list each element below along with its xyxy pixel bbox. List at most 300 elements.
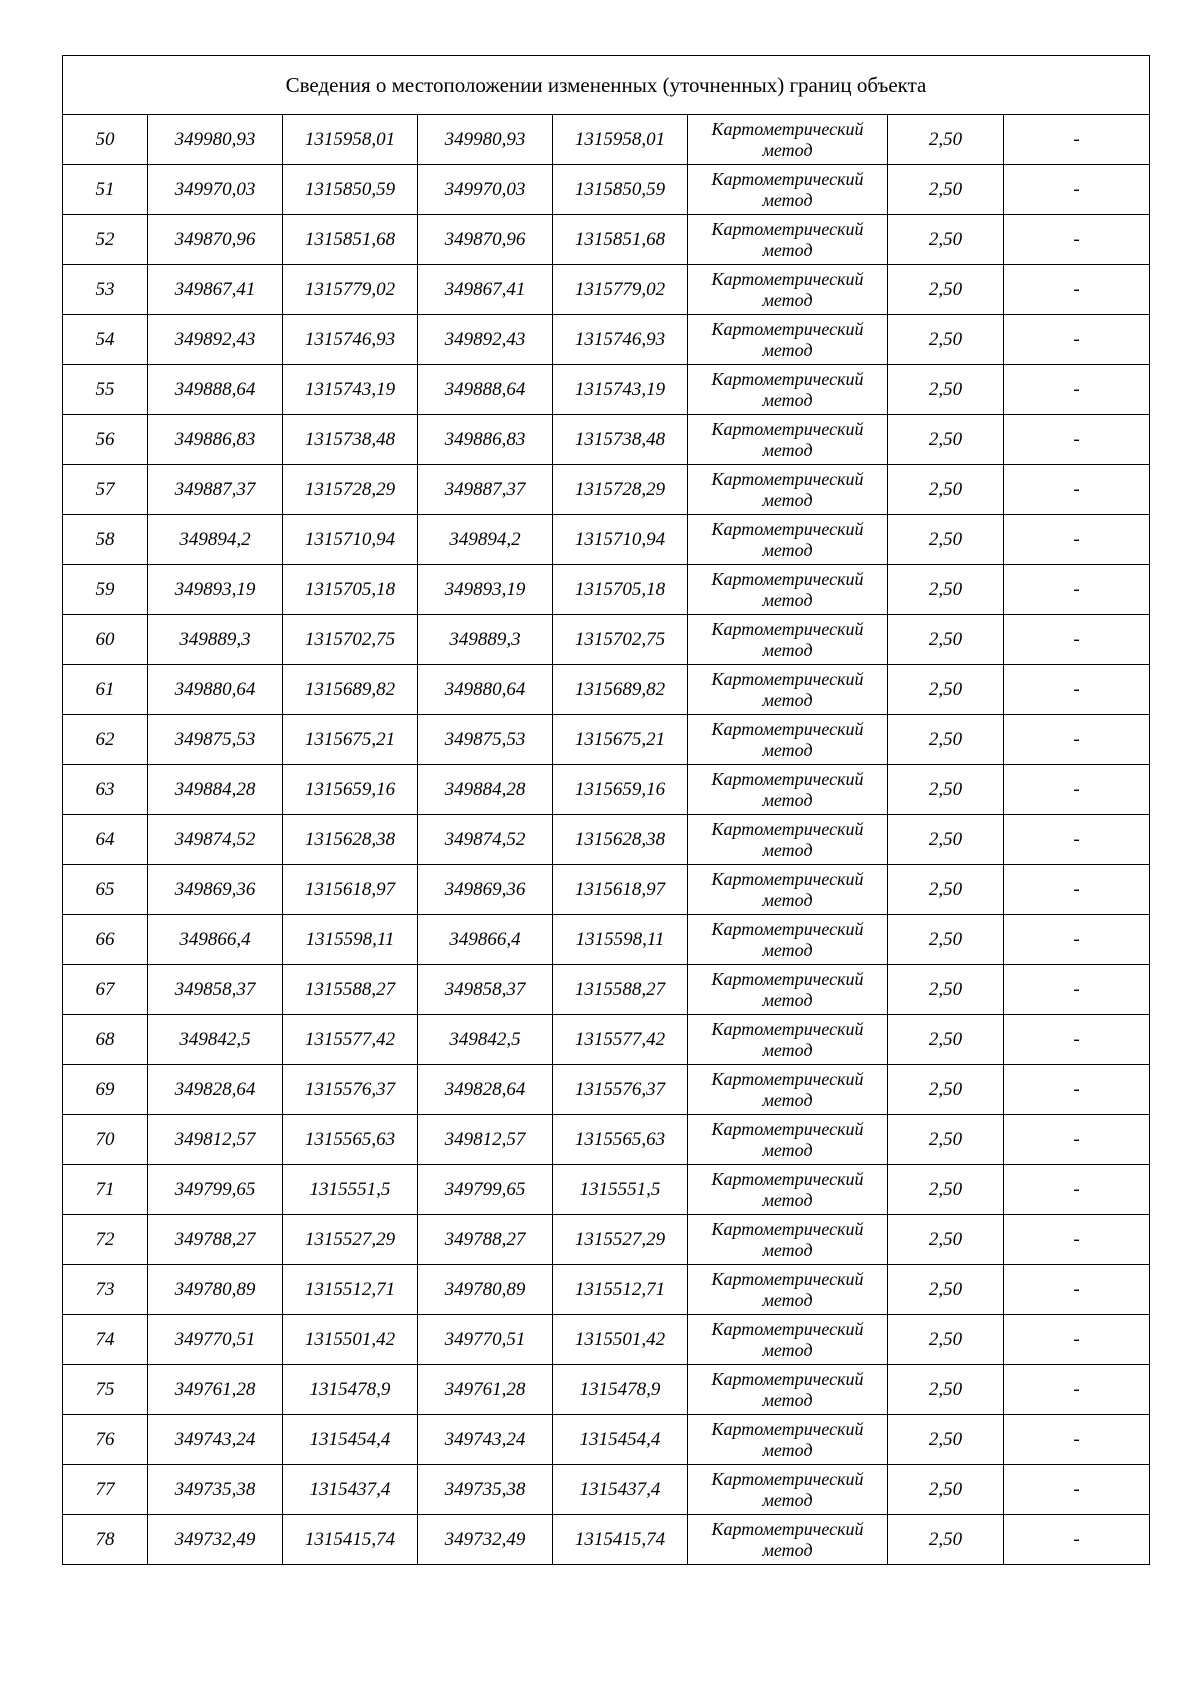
- refined-x-cell: 349869,36: [418, 865, 553, 915]
- table-row: [63, 1265, 1150, 1315]
- refined-y-cell: 1315728,29: [553, 465, 688, 515]
- refined-y-cell: 1315738,48: [553, 415, 688, 465]
- method-line-1: Картометрический: [711, 368, 864, 389]
- existing-y-cell: 1315675,21: [283, 715, 418, 765]
- table-row: [63, 315, 1150, 365]
- refined-y-cell: 1315779,02: [553, 265, 688, 315]
- existing-y-cell: 1315478,9: [283, 1365, 418, 1415]
- existing-y-cell: 1315588,27: [283, 965, 418, 1015]
- refined-x-cell: 349761,28: [418, 1365, 553, 1415]
- method-cell: [688, 465, 888, 515]
- point-number-cell: 72: [63, 1215, 148, 1265]
- refined-y-cell: 1315565,63: [553, 1115, 688, 1165]
- point-number-cell: 58: [63, 515, 148, 565]
- existing-x-cell: 349869,36: [148, 865, 283, 915]
- existing-x-cell: 349866,4: [148, 915, 283, 965]
- existing-y-cell: 1315702,75: [283, 615, 418, 665]
- method-line-1: Картометрический: [711, 1318, 864, 1339]
- refined-y-cell: 1315576,37: [553, 1065, 688, 1115]
- refined-x-cell: 349889,3: [418, 615, 553, 665]
- method-line-2: метод: [762, 139, 813, 160]
- point-number-cell: 70: [63, 1115, 148, 1165]
- method-line-1: Картометрический: [711, 268, 864, 289]
- note-cell: -: [1004, 765, 1150, 815]
- method-cell: [688, 1265, 888, 1315]
- refined-x-cell: 349788,27: [418, 1215, 553, 1265]
- method-line-1: Картометрический: [711, 468, 864, 489]
- method-cell: [688, 1165, 888, 1215]
- point-number-cell: 76: [63, 1415, 148, 1465]
- table-row: [63, 415, 1150, 465]
- accuracy-cell: 2,50: [888, 765, 1004, 815]
- refined-y-cell: 1315743,19: [553, 365, 688, 415]
- refined-x-cell: 349828,64: [418, 1065, 553, 1115]
- accuracy-cell: 2,50: [888, 1115, 1004, 1165]
- accuracy-cell: 2,50: [888, 515, 1004, 565]
- existing-x-cell: 349735,38: [148, 1465, 283, 1515]
- refined-x-cell: 349732,49: [418, 1515, 553, 1565]
- method-cell: [688, 565, 888, 615]
- refined-x-cell: 349866,4: [418, 915, 553, 965]
- refined-x-cell: 349880,64: [418, 665, 553, 715]
- point-number-cell: 59: [63, 565, 148, 615]
- point-number-cell: 62: [63, 715, 148, 765]
- method-line-1: Картометрический: [711, 868, 864, 889]
- existing-y-cell: 1315851,68: [283, 215, 418, 265]
- accuracy-cell: 2,50: [888, 715, 1004, 765]
- note-cell: -: [1004, 615, 1150, 665]
- table-row: [63, 715, 1150, 765]
- method-line-2: метод: [762, 289, 813, 310]
- method-cell: [688, 765, 888, 815]
- refined-y-cell: 1315527,29: [553, 1215, 688, 1265]
- accuracy-cell: 2,50: [888, 865, 1004, 915]
- table-row: [63, 615, 1150, 665]
- method-cell: [688, 715, 888, 765]
- existing-x-cell: 349761,28: [148, 1365, 283, 1415]
- method-line-2: метод: [762, 689, 813, 710]
- refined-y-cell: 1315710,94: [553, 515, 688, 565]
- existing-x-cell: 349828,64: [148, 1065, 283, 1115]
- method-cell: [688, 1115, 888, 1165]
- method-line-2: метод: [762, 639, 813, 660]
- method-line-2: метод: [762, 939, 813, 960]
- existing-x-cell: 349894,2: [148, 515, 283, 565]
- existing-y-cell: 1315598,11: [283, 915, 418, 965]
- refined-x-cell: 349887,37: [418, 465, 553, 515]
- note-cell: -: [1004, 1165, 1150, 1215]
- point-number-cell: 75: [63, 1365, 148, 1415]
- existing-x-cell: 349970,03: [148, 165, 283, 215]
- table-row: [63, 865, 1150, 915]
- accuracy-cell: 2,50: [888, 415, 1004, 465]
- point-number-cell: 57: [63, 465, 148, 515]
- point-number-cell: 73: [63, 1265, 148, 1315]
- table-row: [63, 1315, 1150, 1365]
- note-cell: -: [1004, 1465, 1150, 1515]
- note-cell: -: [1004, 965, 1150, 1015]
- method-line-1: Картометрический: [711, 1418, 864, 1439]
- method-line-2: метод: [762, 1189, 813, 1210]
- refined-x-cell: 349893,19: [418, 565, 553, 615]
- point-number-cell: 74: [63, 1315, 148, 1365]
- accuracy-cell: 2,50: [888, 1265, 1004, 1315]
- method-line-1: Картометрический: [711, 768, 864, 789]
- method-line-2: метод: [762, 839, 813, 860]
- existing-x-cell: 349812,57: [148, 1115, 283, 1165]
- refined-x-cell: 349884,28: [418, 765, 553, 815]
- table-title-row: [63, 56, 1150, 115]
- method-line-1: Картометрический: [711, 668, 864, 689]
- existing-x-cell: 349858,37: [148, 965, 283, 1015]
- existing-x-cell: 349788,27: [148, 1215, 283, 1265]
- table-row: [63, 165, 1150, 215]
- refined-x-cell: 349875,53: [418, 715, 553, 765]
- note-cell: -: [1004, 465, 1150, 515]
- point-number-cell: 69: [63, 1065, 148, 1115]
- table-row: [63, 1115, 1150, 1165]
- method-line-1: Картометрический: [711, 1118, 864, 1139]
- existing-x-cell: 349980,93: [148, 115, 283, 165]
- method-line-2: метод: [762, 989, 813, 1010]
- note-cell: -: [1004, 365, 1150, 415]
- existing-x-cell: 349842,5: [148, 1015, 283, 1065]
- point-number-cell: 56: [63, 415, 148, 465]
- table-row: [63, 1465, 1150, 1515]
- refined-x-cell: 349888,64: [418, 365, 553, 415]
- existing-x-cell: 349732,49: [148, 1515, 283, 1565]
- note-cell: -: [1004, 115, 1150, 165]
- table-body: [63, 115, 1150, 1565]
- refined-y-cell: 1315454,4: [553, 1415, 688, 1465]
- refined-x-cell: 349812,57: [418, 1115, 553, 1165]
- coordinates-table: [62, 55, 1150, 1565]
- method-line-1: Картометрический: [711, 818, 864, 839]
- note-cell: -: [1004, 1415, 1150, 1465]
- refined-x-cell: 349970,03: [418, 165, 553, 215]
- table-row: [63, 1015, 1150, 1065]
- refined-x-cell: 349867,41: [418, 265, 553, 315]
- existing-x-cell: 349886,83: [148, 415, 283, 465]
- point-number-cell: 68: [63, 1015, 148, 1065]
- method-line-2: метод: [762, 389, 813, 410]
- accuracy-cell: 2,50: [888, 1065, 1004, 1115]
- refined-y-cell: 1315618,97: [553, 865, 688, 915]
- point-number-cell: 65: [63, 865, 148, 915]
- method-cell: [688, 515, 888, 565]
- refined-y-cell: 1315675,21: [553, 715, 688, 765]
- existing-x-cell: 349884,28: [148, 765, 283, 815]
- existing-y-cell: 1315415,74: [283, 1515, 418, 1565]
- refined-y-cell: 1315958,01: [553, 115, 688, 165]
- note-cell: -: [1004, 1215, 1150, 1265]
- method-cell: [688, 1065, 888, 1115]
- existing-y-cell: 1315710,94: [283, 515, 418, 565]
- existing-y-cell: 1315551,5: [283, 1165, 418, 1215]
- table-row: [63, 115, 1150, 165]
- method-cell: [688, 215, 888, 265]
- refined-x-cell: 349842,5: [418, 1015, 553, 1065]
- table-row: [63, 465, 1150, 515]
- refined-x-cell: 349780,89: [418, 1265, 553, 1315]
- method-cell: [688, 415, 888, 465]
- method-line-1: Картометрический: [711, 318, 864, 339]
- accuracy-cell: 2,50: [888, 815, 1004, 865]
- existing-y-cell: 1315779,02: [283, 265, 418, 315]
- method-line-1: Картометрический: [711, 1518, 864, 1539]
- method-cell: [688, 1365, 888, 1415]
- existing-x-cell: 349867,41: [148, 265, 283, 315]
- accuracy-cell: 2,50: [888, 265, 1004, 315]
- refined-y-cell: 1315746,93: [553, 315, 688, 365]
- accuracy-cell: 2,50: [888, 1315, 1004, 1365]
- method-line-1: Картометрический: [711, 1218, 864, 1239]
- method-line-2: метод: [762, 1489, 813, 1510]
- method-cell: [688, 965, 888, 1015]
- method-line-1: Картометрический: [711, 418, 864, 439]
- method-cell: [688, 265, 888, 315]
- method-line-2: метод: [762, 889, 813, 910]
- refined-y-cell: 1315551,5: [553, 1165, 688, 1215]
- refined-y-cell: 1315702,75: [553, 615, 688, 665]
- point-number-cell: 71: [63, 1165, 148, 1215]
- existing-x-cell: 349888,64: [148, 365, 283, 415]
- table-row: [63, 915, 1150, 965]
- accuracy-cell: 2,50: [888, 665, 1004, 715]
- note-cell: -: [1004, 1315, 1150, 1365]
- point-number-cell: 61: [63, 665, 148, 715]
- refined-x-cell: 349886,83: [418, 415, 553, 465]
- note-cell: -: [1004, 1015, 1150, 1065]
- table-row: [63, 565, 1150, 615]
- method-cell: [688, 365, 888, 415]
- existing-x-cell: 349880,64: [148, 665, 283, 715]
- note-cell: -: [1004, 1065, 1150, 1115]
- existing-y-cell: 1315705,18: [283, 565, 418, 615]
- note-cell: -: [1004, 415, 1150, 465]
- point-number-cell: 66: [63, 915, 148, 965]
- accuracy-cell: 2,50: [888, 115, 1004, 165]
- table-row: [63, 665, 1150, 715]
- method-line-1: Картометрический: [711, 168, 864, 189]
- note-cell: -: [1004, 1115, 1150, 1165]
- method-line-1: Картометрический: [711, 1368, 864, 1389]
- refined-x-cell: 349870,96: [418, 215, 553, 265]
- accuracy-cell: 2,50: [888, 215, 1004, 265]
- table-row: [63, 1415, 1150, 1465]
- refined-y-cell: 1315501,42: [553, 1315, 688, 1365]
- refined-y-cell: 1315588,27: [553, 965, 688, 1015]
- point-number-cell: 64: [63, 815, 148, 865]
- existing-x-cell: 349870,96: [148, 215, 283, 265]
- method-line-1: Картометрический: [711, 1068, 864, 1089]
- existing-y-cell: 1315743,19: [283, 365, 418, 415]
- table-row: [63, 1165, 1150, 1215]
- method-line-2: метод: [762, 1239, 813, 1260]
- table-title: Сведения о местоположении измененных (уточненных) границ объекта: [63, 56, 1150, 115]
- point-number-cell: 78: [63, 1515, 148, 1565]
- refined-y-cell: 1315850,59: [553, 165, 688, 215]
- point-number-cell: 52: [63, 215, 148, 265]
- refined-y-cell: 1315659,16: [553, 765, 688, 815]
- refined-y-cell: 1315577,42: [553, 1015, 688, 1065]
- method-cell: [688, 865, 888, 915]
- accuracy-cell: 2,50: [888, 1165, 1004, 1215]
- method-cell: [688, 1315, 888, 1365]
- method-line-2: метод: [762, 789, 813, 810]
- existing-y-cell: 1315850,59: [283, 165, 418, 215]
- method-line-1: Картометрический: [711, 1168, 864, 1189]
- note-cell: -: [1004, 265, 1150, 315]
- point-number-cell: 67: [63, 965, 148, 1015]
- accuracy-cell: 2,50: [888, 1015, 1004, 1065]
- refined-x-cell: 349770,51: [418, 1315, 553, 1365]
- method-line-1: Картометрический: [711, 118, 864, 139]
- table-row: [63, 515, 1150, 565]
- accuracy-cell: 2,50: [888, 1365, 1004, 1415]
- point-number-cell: 55: [63, 365, 148, 415]
- method-cell: [688, 615, 888, 665]
- accuracy-cell: 2,50: [888, 915, 1004, 965]
- method-line-1: Картометрический: [711, 1018, 864, 1039]
- table-row: [63, 265, 1150, 315]
- refined-y-cell: 1315437,4: [553, 1465, 688, 1515]
- method-line-2: метод: [762, 1039, 813, 1060]
- existing-x-cell: 349892,43: [148, 315, 283, 365]
- accuracy-cell: 2,50: [888, 1515, 1004, 1565]
- method-line-2: метод: [762, 1389, 813, 1410]
- existing-x-cell: 349799,65: [148, 1165, 283, 1215]
- note-cell: -: [1004, 165, 1150, 215]
- table-row: [63, 1365, 1150, 1415]
- method-line-2: метод: [762, 489, 813, 510]
- existing-y-cell: 1315527,29: [283, 1215, 418, 1265]
- table-row: [63, 1065, 1150, 1115]
- note-cell: -: [1004, 215, 1150, 265]
- accuracy-cell: 2,50: [888, 1465, 1004, 1515]
- existing-y-cell: 1315576,37: [283, 1065, 418, 1115]
- method-line-2: метод: [762, 1439, 813, 1460]
- refined-x-cell: 349892,43: [418, 315, 553, 365]
- note-cell: -: [1004, 565, 1150, 615]
- method-line-1: Картометрический: [711, 568, 864, 589]
- method-line-2: метод: [762, 439, 813, 460]
- method-cell: [688, 815, 888, 865]
- method-cell: [688, 1015, 888, 1065]
- method-cell: [688, 915, 888, 965]
- method-cell: [688, 165, 888, 215]
- note-cell: -: [1004, 515, 1150, 565]
- method-cell: [688, 1215, 888, 1265]
- existing-x-cell: 349893,19: [148, 565, 283, 615]
- point-number-cell: 50: [63, 115, 148, 165]
- refined-x-cell: 349858,37: [418, 965, 553, 1015]
- refined-y-cell: 1315598,11: [553, 915, 688, 965]
- note-cell: -: [1004, 1515, 1150, 1565]
- existing-x-cell: 349889,3: [148, 615, 283, 665]
- method-line-2: метод: [762, 1539, 813, 1560]
- existing-y-cell: 1315577,42: [283, 1015, 418, 1065]
- refined-y-cell: 1315689,82: [553, 665, 688, 715]
- accuracy-cell: 2,50: [888, 965, 1004, 1015]
- accuracy-cell: 2,50: [888, 1415, 1004, 1465]
- existing-y-cell: 1315738,48: [283, 415, 418, 465]
- note-cell: -: [1004, 715, 1150, 765]
- accuracy-cell: 2,50: [888, 465, 1004, 515]
- note-cell: -: [1004, 865, 1150, 915]
- note-cell: -: [1004, 315, 1150, 365]
- refined-y-cell: 1315512,71: [553, 1265, 688, 1315]
- method-line-2: метод: [762, 539, 813, 560]
- note-cell: -: [1004, 665, 1150, 715]
- method-line-2: метод: [762, 339, 813, 360]
- existing-x-cell: 349743,24: [148, 1415, 283, 1465]
- point-number-cell: 63: [63, 765, 148, 815]
- accuracy-cell: 2,50: [888, 365, 1004, 415]
- refined-x-cell: 349894,2: [418, 515, 553, 565]
- method-line-1: Картометрический: [711, 218, 864, 239]
- existing-y-cell: 1315512,71: [283, 1265, 418, 1315]
- note-cell: -: [1004, 815, 1150, 865]
- point-number-cell: 51: [63, 165, 148, 215]
- existing-x-cell: 349875,53: [148, 715, 283, 765]
- point-number-cell: 54: [63, 315, 148, 365]
- method-line-1: Картометрический: [711, 518, 864, 539]
- accuracy-cell: 2,50: [888, 1215, 1004, 1265]
- method-cell: [688, 1465, 888, 1515]
- method-cell: [688, 315, 888, 365]
- existing-x-cell: 349887,37: [148, 465, 283, 515]
- method-line-2: метод: [762, 739, 813, 760]
- refined-y-cell: 1315705,18: [553, 565, 688, 615]
- refined-y-cell: 1315628,38: [553, 815, 688, 865]
- table-row: [63, 215, 1150, 265]
- existing-y-cell: 1315659,16: [283, 765, 418, 815]
- note-cell: -: [1004, 915, 1150, 965]
- existing-y-cell: 1315728,29: [283, 465, 418, 515]
- refined-x-cell: 349735,38: [418, 1465, 553, 1515]
- method-cell: [688, 115, 888, 165]
- refined-y-cell: 1315415,74: [553, 1515, 688, 1565]
- accuracy-cell: 2,50: [888, 565, 1004, 615]
- method-line-1: Картометрический: [711, 918, 864, 939]
- existing-y-cell: 1315565,63: [283, 1115, 418, 1165]
- existing-y-cell: 1315689,82: [283, 665, 418, 715]
- refined-x-cell: 349799,65: [418, 1165, 553, 1215]
- method-line-1: Картометрический: [711, 968, 864, 989]
- method-line-2: метод: [762, 1289, 813, 1310]
- table-row: [63, 1215, 1150, 1265]
- existing-x-cell: 349770,51: [148, 1315, 283, 1365]
- method-cell: [688, 1515, 888, 1565]
- accuracy-cell: 2,50: [888, 165, 1004, 215]
- method-line-2: метод: [762, 589, 813, 610]
- refined-x-cell: 349743,24: [418, 1415, 553, 1465]
- existing-y-cell: 1315437,4: [283, 1465, 418, 1515]
- method-line-1: Картометрический: [711, 1468, 864, 1489]
- note-cell: -: [1004, 1365, 1150, 1415]
- existing-y-cell: 1315628,38: [283, 815, 418, 865]
- table-row: [63, 1515, 1150, 1565]
- point-number-cell: 77: [63, 1465, 148, 1515]
- method-cell: [688, 665, 888, 715]
- table-row: [63, 965, 1150, 1015]
- method-cell: [688, 1415, 888, 1465]
- existing-y-cell: 1315618,97: [283, 865, 418, 915]
- note-cell: -: [1004, 1265, 1150, 1315]
- refined-y-cell: 1315851,68: [553, 215, 688, 265]
- method-line-2: метод: [762, 189, 813, 210]
